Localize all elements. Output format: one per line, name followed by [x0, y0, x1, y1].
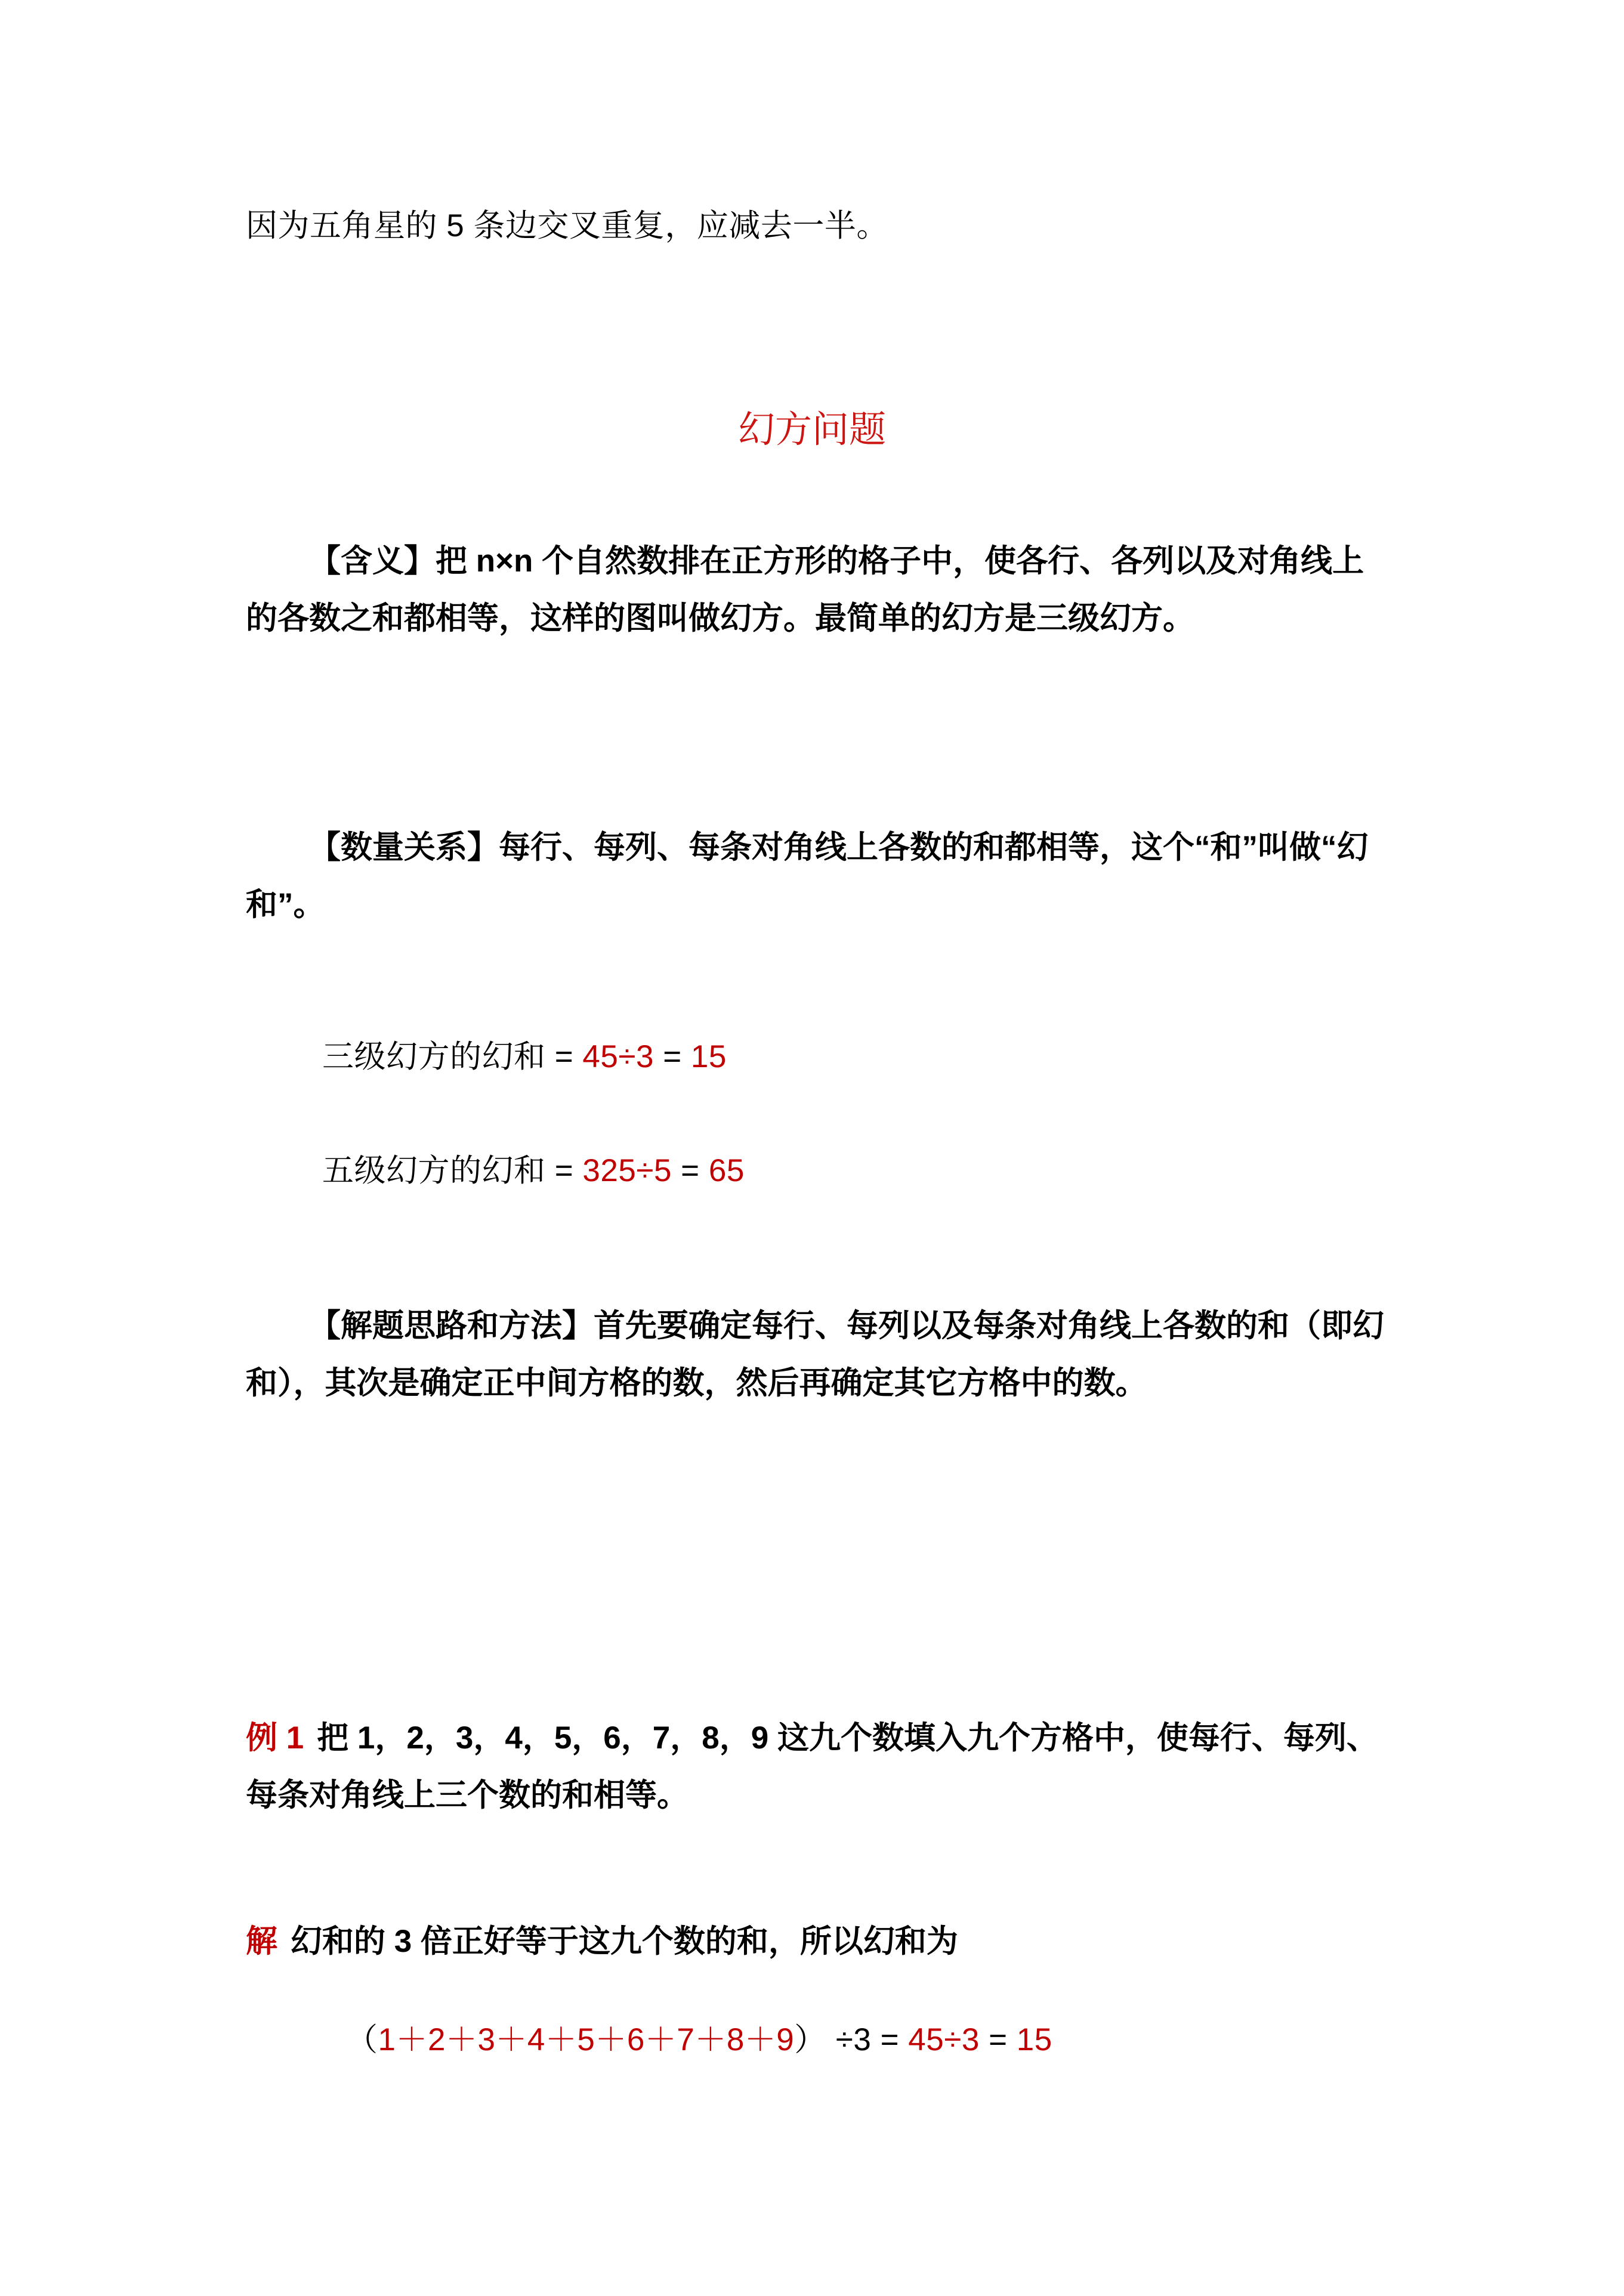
- equals-sign: =: [880, 2022, 900, 2057]
- formula-line-5x5: [322, 1155, 745, 1186]
- formula-expression: 325÷5: [582, 1153, 672, 1188]
- equals-sign: =: [663, 1039, 682, 1074]
- solution-text: 幻和的 3 倍正好等于这九个数的和，所以幻和为: [291, 1924, 958, 1959]
- formula-result: 65: [708, 1153, 745, 1188]
- formula-label: 三级幻方的幻和: [322, 1039, 546, 1074]
- equals-sign: =: [989, 2022, 1008, 2057]
- equals-sign: =: [554, 1039, 574, 1074]
- formula-label: 五级幻方的幻和: [322, 1153, 546, 1188]
- lead-sentence: 因为五角星的 5 条边交叉重复，应减去一半。: [246, 208, 888, 243]
- solution-formula-line: [346, 2024, 1052, 2056]
- formula-expression: 45÷3: [582, 1039, 654, 1074]
- equals-sign: =: [554, 1153, 574, 1188]
- formula-result: 15: [690, 1039, 727, 1074]
- paren-close: ）: [794, 2022, 826, 2057]
- relation-label: 【数量关系】: [309, 830, 499, 865]
- solution-marker: 解: [246, 1924, 277, 1959]
- formula-expression: 45÷3: [908, 2022, 980, 2057]
- example-paragraph: [246, 1710, 1385, 1824]
- section-title: 幻方问题: [737, 410, 886, 450]
- method-label: 【解题思路和方法】: [309, 1308, 594, 1343]
- solution-paragraph: [246, 1913, 1385, 1970]
- paren-open: （: [346, 2022, 378, 2057]
- formula-result: 15: [1016, 2022, 1052, 2057]
- equals-sign: =: [681, 1153, 700, 1188]
- relation-paragraph: [246, 819, 1385, 934]
- example-marker: 例 1: [246, 1720, 304, 1756]
- definition-text: 把 n×n 个自然数排在正方形的格子中，使各行、各列以及对角线上的各数之和都相等，这样的图叫做幻方。最简单的幻方是三级幻方。: [246, 543, 1364, 636]
- method-paragraph: [246, 1297, 1385, 1412]
- definition-paragraph: [246, 533, 1385, 647]
- example-problem-text: 把 1，2，3，4，5，6，7，8，9 这九个数填入九个方格中，使每行、每列、每条对角线上三个数的和相等。: [246, 1720, 1378, 1813]
- definition-label: 【含义】: [309, 543, 436, 579]
- divide-expression: ÷3: [835, 2022, 872, 2057]
- formula-line-3x3: [322, 1041, 727, 1073]
- sum-expression: 1＋2＋3＋4＋5＋6＋7＋8＋9: [378, 2022, 795, 2057]
- relation-text: 每行、每列、每条对角线上各数的和都相等，这个“和”叫做“幻和”。: [246, 830, 1369, 922]
- method-text: 首先要确定每行、每列以及每条对角线上各数的和（即幻和），其次是确定正中间方格的数，然后再确定其它方格中的数。: [246, 1308, 1384, 1401]
